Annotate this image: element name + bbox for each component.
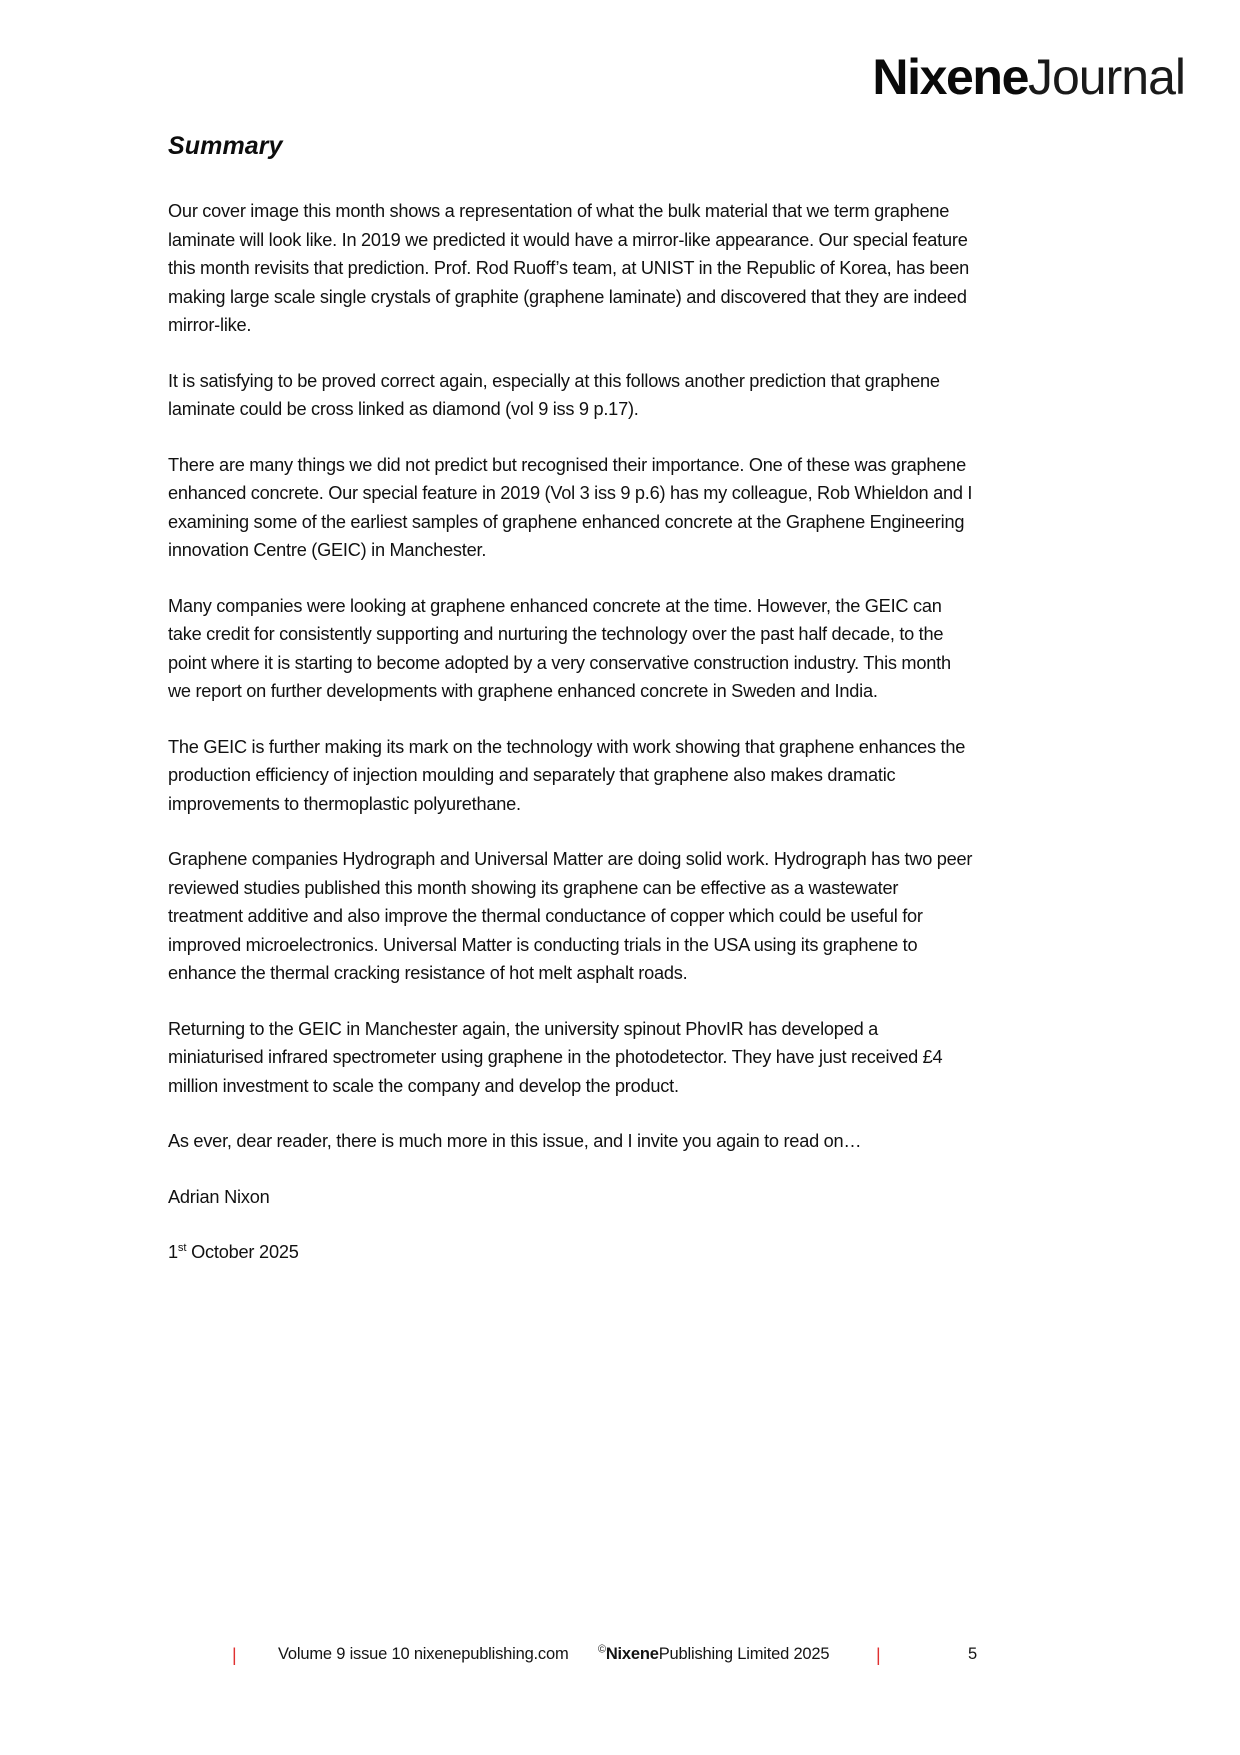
paragraph: The GEIC is further making its mark on the technology with work showing that graphene enhances the production efficiency of injection moulding and separately that graphene also makes dramatic improvements to thermoplastic polyurethane. [168, 736, 966, 814]
footer-page-number: 5 [968, 1645, 977, 1663]
footer-copyright [598, 1645, 829, 1664]
paragraph: Graphene companies Hydrograph and Universal Matter are doing solid work. Hydrograph has two peer reviewed studies published this month showing its graphene can be effective as a wastewater treatment additive and also improve the thermal conductance of copper which could be useful for improved microelectronics. Universal Matter is conducting trials in the USA using its graphene to enhance the thermal cracking resistance of hot melt asphalt roads. [168, 849, 973, 983]
author-signature: Adrian Nixon [168, 1186, 270, 1207]
paragraph: As ever, dear reader, there is much more in this issue, and I invite you again to read on… [168, 1131, 862, 1151]
article-body [168, 132, 973, 1267]
page-title: Summary [168, 132, 283, 160]
dateline-day: 1 [168, 1242, 178, 1262]
paragraph: Many companies were looking at graphene enhanced concrete at the time. However, the GEIC can take credit for consistently supporting and nurturing the technology over the past half decade, to the point where it is starting to become adopted by a very conservative construction industry. This month we report on further developments with graphene enhanced concrete in Sweden and India. [168, 595, 951, 701]
masthead-logo [872, 49, 1185, 105]
dateline-rest: October 2025 [186, 1242, 299, 1262]
copyright-icon: © [598, 1643, 606, 1656]
footer-separator-left: | [232, 1645, 237, 1665]
paragraph: It is satisfying to be proved correct again, especially at this follows another prediction that graphene laminate could be cross linked as diamond (vol 9 iss 9 p.17). [168, 370, 940, 419]
footer-separator-right: | [876, 1645, 881, 1665]
paragraph: Returning to the GEIC in Manchester again, the university spinout PhovIR has developed a miniaturised infrared spectrometer using graphene in the photodetector. They have just received £4 million investment to scale the company and develop the product. [168, 1018, 943, 1096]
dateline-ordinal-suffix: st [177, 1241, 187, 1254]
brand-name-bold: Nixene [872, 49, 1028, 105]
footer-volume-info: Volume 9 issue 10 nixenepublishing.com [278, 1645, 569, 1663]
paragraph: Our cover image this month shows a representation of what the bulk material that we term graphene laminate will look like. In 2019 we predicted it would have a mirror-like appearance. Our special feature this month revisits that prediction. Prof. Rod Ruoff’s team, at UNIST in the Republic of Korea, has been making large scale single crystals of graphite (graphene laminate) and discovered that they are indeed mirror-like. [168, 201, 969, 335]
footer-copyright-rest: Publishing Limited 2025 [658, 1645, 830, 1663]
footer-copyright-brand: Nixene [605, 1645, 659, 1663]
paragraph: There are many things we did not predict but recognised their importance. One of these was graphene enhanced concrete. Our special feature in 2019 (Vol 3 iss 9 p.6) has my colleague, Rob Whieldon and I examining some of the earliest samples of graphene enhanced concrete at the Graphene Engineering innovation Centre (GEIC) in Manchester. [168, 454, 973, 560]
brand-name-light: Journal [1028, 49, 1185, 105]
dateline [168, 1238, 973, 1267]
